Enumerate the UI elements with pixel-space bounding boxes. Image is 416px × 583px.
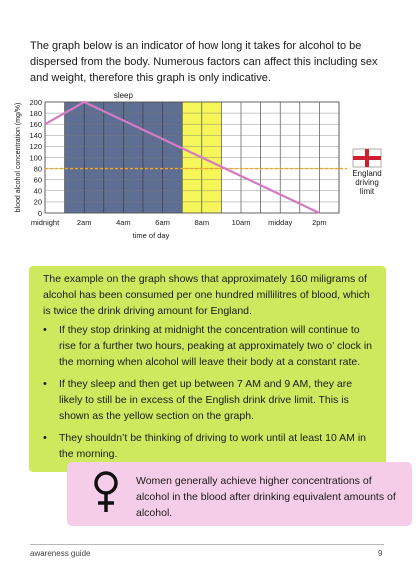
x-tick-label: 8am: [194, 218, 210, 227]
example-paragraph: The example on the graph shows that approximately 160 miligrams of alcohol has been consumed per one hundred millilitres of blood, which is twice the drink driving amount for England.: [43, 273, 370, 317]
y-tick-label: 40: [33, 186, 42, 196]
y-tick-label: 100: [29, 153, 42, 163]
bullet-item: • If they sleep and then get up between 7 AM and 9 AM, they are likely to still be in excess of the English drink drive limit. This is shown as the yellow section on the graph.: [43, 376, 373, 424]
bullet-item: • They shouldn’t be thinking of driving to work until at least 10 AM in the morning.: [43, 430, 373, 462]
x-tick-label: 2pm: [312, 218, 327, 227]
bullet-item: • If they stop drinking at midnight the concentration will continue to rise for a further two hours, peaking at approximately two o’ clock in the morning when alcohol will leave their body at a constant rate.: [43, 322, 373, 370]
women-note-box: [67, 462, 412, 526]
y-tick-label: 200: [29, 97, 42, 107]
y-tick-label: 20: [33, 197, 42, 207]
england-limit-label: England driving limit: [352, 169, 382, 196]
y-tick-label: 60: [33, 175, 42, 185]
bullet-list: [43, 322, 373, 468]
x-tick-label: midnight: [30, 218, 60, 227]
explanation-box: [29, 266, 386, 472]
x-tick-label: 2am: [76, 218, 92, 227]
female-symbol-icon: [91, 470, 121, 514]
y-tick-label: 80: [33, 164, 42, 174]
x-tick-label: 10am: [231, 218, 251, 227]
page-number: 9: [378, 549, 383, 558]
footer-divider: [30, 544, 384, 545]
x-tick-label: midday: [268, 218, 293, 227]
alcohol-chart: [0, 86, 416, 256]
x-tick-label: 6am: [155, 218, 170, 227]
y-axis-label: blood alcohol concentration (mg/%): [15, 102, 22, 213]
england-flag-icon: [353, 149, 381, 167]
region-label: sleep: [113, 91, 133, 100]
y-tick-label: 140: [29, 131, 42, 141]
y-tick-label: 160: [29, 120, 42, 129]
y-tick-label: 0: [37, 208, 42, 218]
intro-paragraph: The graph below is an indicator of how long it takes for alcohol to be dispersed from the body. Numerous factors can affect this including sex and weight, therefore this graph is only indicative.: [30, 40, 378, 84]
chart-svg: [0, 86, 416, 256]
footer-title: awareness guide: [30, 549, 91, 558]
y-tick-label: 120: [29, 142, 42, 152]
y-tick-label: 180: [29, 108, 42, 118]
x-axis-label: time of day: [132, 231, 170, 240]
x-tick-label: 4am: [116, 218, 131, 227]
women-note-text: Women generally achieve higher concentrations of alcohol in the blood after drinking equivalent amounts of alcohol.: [136, 475, 396, 519]
